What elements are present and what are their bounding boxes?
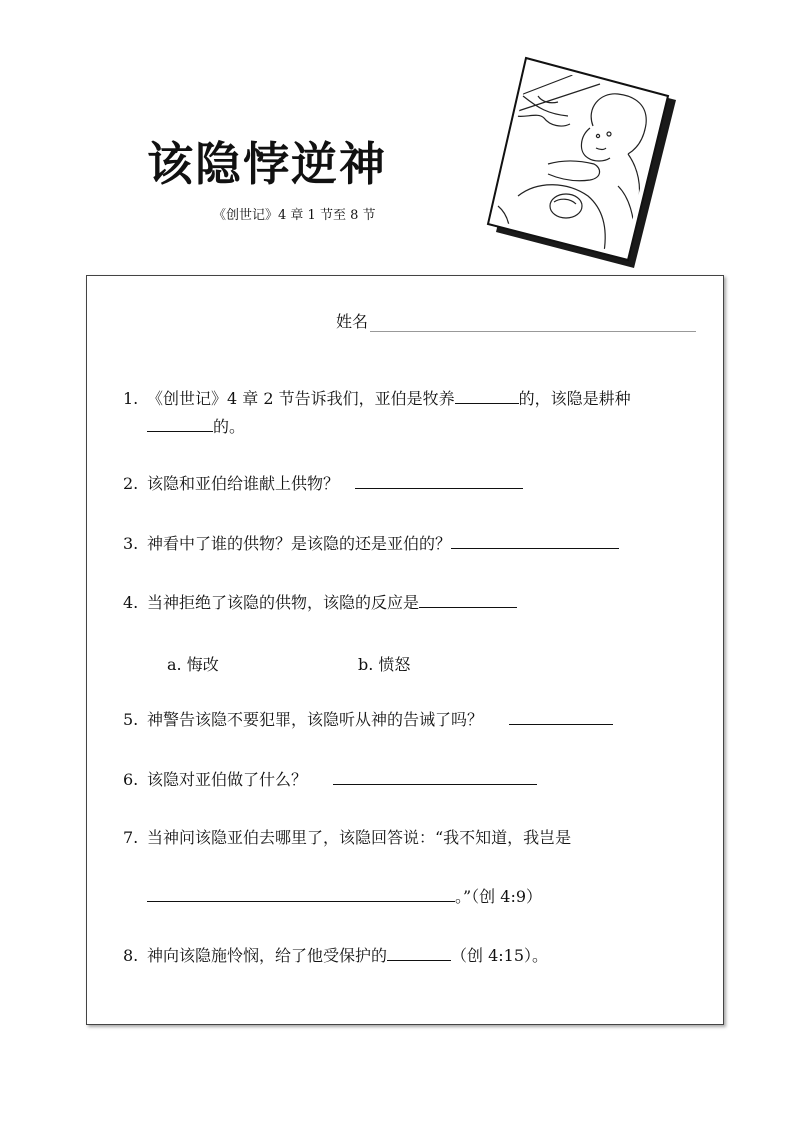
answer-blank[interactable] <box>387 946 451 961</box>
answer-blank[interactable] <box>451 534 619 549</box>
answer-blank[interactable] <box>509 710 613 725</box>
question-number: 6. <box>123 770 139 789</box>
answer-blank[interactable] <box>147 887 455 902</box>
answer-blank[interactable] <box>355 474 523 489</box>
question-number: 8. <box>123 946 139 965</box>
question-4: 4. 当神拒绝了该隐的供物，该隐的反应是 <box>123 589 517 617</box>
boy-eating-illustration-icon <box>478 56 684 270</box>
answer-blank[interactable] <box>147 417 213 432</box>
name-label: 姓名 <box>336 312 369 331</box>
question-number: 5. <box>123 710 139 729</box>
question-3: 3. 神看中了谁的供物？是该隐的还是亚伯的？ <box>123 530 619 558</box>
answer-blank[interactable] <box>455 389 519 404</box>
option-b[interactable]: b. 愤怒 <box>358 655 411 674</box>
question-1: 1. 《创世记》4 章 2 节告诉我们，亚伯是牧养 的，该隐是耕种 的。 <box>123 385 631 441</box>
question-7-continuation: 。”（创 4:9） <box>123 883 542 911</box>
question-number: 4. <box>123 593 139 612</box>
question-2: 2. 该隐和亚伯给谁献上供物？ <box>123 470 523 498</box>
answer-blank[interactable] <box>333 770 537 785</box>
name-row <box>336 309 696 332</box>
question-7: 7. 当神问该隐亚伯去哪里了，该隐回答说：“我不知道，我岂是 <box>123 824 571 852</box>
question-5: 5. 神警告该隐不要犯罪，该隐听从神的告诫了吗？ <box>123 706 613 734</box>
worksheet-title: 该隐悖逆神 <box>147 137 387 191</box>
worksheet-box <box>86 275 724 1025</box>
question-number: 2. <box>123 474 139 493</box>
answer-blank[interactable] <box>419 593 517 608</box>
worksheet-subtitle: 《创世记》4 章 1 节至 8 节 <box>213 208 376 223</box>
question-6: 6. 该隐对亚伯做了什么？ <box>123 766 537 794</box>
option-a[interactable]: a. 悔改 <box>167 655 219 674</box>
name-input-line[interactable] <box>370 313 696 332</box>
question-number: 3. <box>123 534 139 553</box>
question-number: 7. <box>123 828 139 847</box>
question-number: 1. <box>123 389 139 408</box>
question-8: 8. 神向该隐施怜悯，给了他受保护的 （创 4:15）。 <box>123 942 548 970</box>
